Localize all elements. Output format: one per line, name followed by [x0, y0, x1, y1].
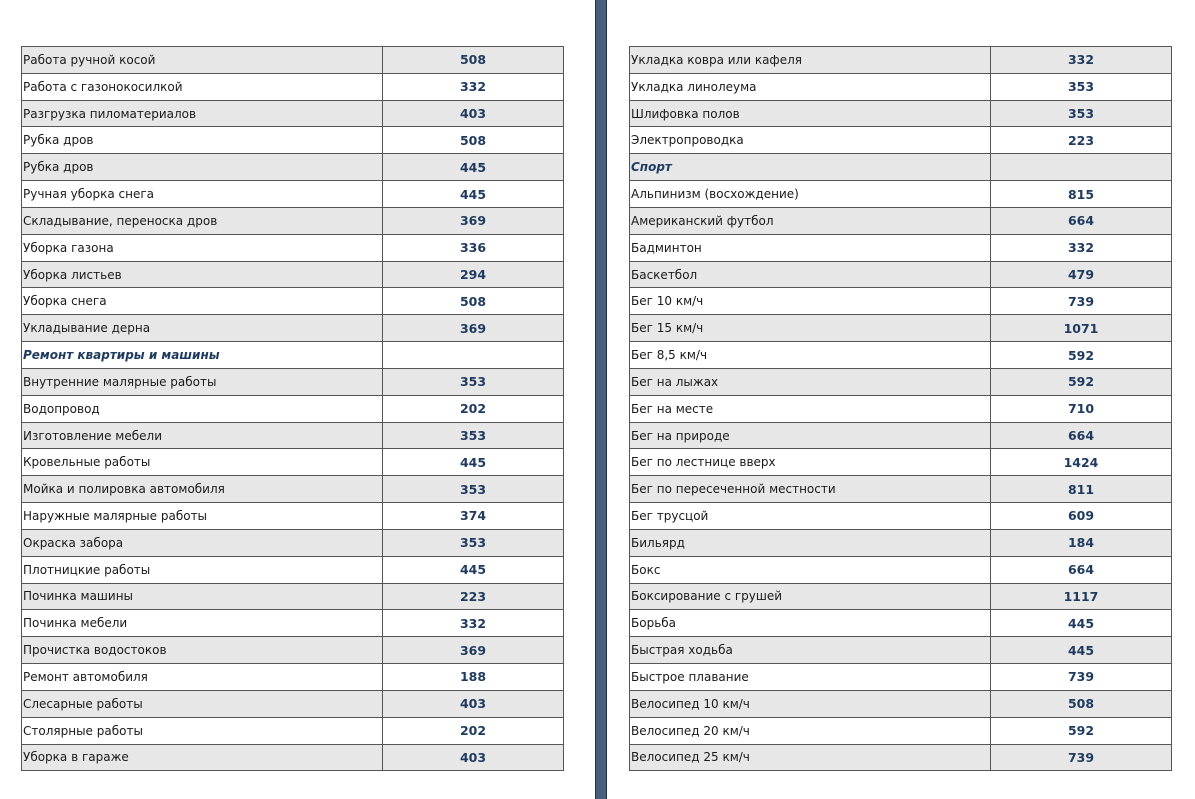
calorie-value: 445	[383, 557, 564, 584]
activity-name: Кровельные работы	[22, 449, 383, 476]
activity-name: Наружные малярные работы	[22, 503, 383, 530]
activity-name: Уборка газона	[22, 235, 383, 262]
calorie-value: 223	[991, 127, 1172, 154]
table-row	[22, 181, 564, 208]
activity-name: Укладка ковра или кафеля	[630, 47, 991, 74]
table-row	[630, 584, 1172, 611]
table-row	[22, 369, 564, 396]
activity-name: Рубка дров	[22, 127, 383, 154]
calorie-value: 1071	[991, 315, 1172, 342]
calorie-value: 353	[991, 74, 1172, 101]
activity-name: Бег на лыжах	[630, 369, 991, 396]
table-row	[630, 396, 1172, 423]
activity-name: Водопровод	[22, 396, 383, 423]
calorie-value	[991, 154, 1172, 181]
activity-name: Уборка снега	[22, 288, 383, 315]
activity-name: Ручная уборка снега	[22, 181, 383, 208]
calorie-value: 202	[383, 718, 564, 745]
activity-name: Бокс	[630, 557, 991, 584]
table-row	[22, 503, 564, 530]
calorie-value: 445	[991, 637, 1172, 664]
calorie-value: 332	[991, 235, 1172, 262]
calorie-value: 739	[991, 288, 1172, 315]
activity-name: Бег 10 км/ч	[630, 288, 991, 315]
table-row	[630, 369, 1172, 396]
activity-name: Боксирование с грушей	[630, 584, 991, 611]
table-row	[630, 181, 1172, 208]
calorie-value: 664	[991, 423, 1172, 450]
calorie-value: 369	[383, 315, 564, 342]
table-row	[630, 342, 1172, 369]
calorie-value: 445	[383, 181, 564, 208]
right-page	[607, 0, 1195, 799]
category-row	[22, 342, 564, 369]
activity-name: Складывание, переноска дров	[22, 208, 383, 235]
activity-name: Бадминтон	[630, 235, 991, 262]
table-row	[22, 74, 564, 101]
activity-name: Быстрое плавание	[630, 664, 991, 691]
calorie-value: 353	[383, 476, 564, 503]
table-row	[630, 423, 1172, 450]
calorie-value: 336	[383, 235, 564, 262]
activity-name: Столярные работы	[22, 718, 383, 745]
table-row	[22, 691, 564, 718]
activity-name: Альпинизм (восхождение)	[630, 181, 991, 208]
activity-name: Работа ручной косой	[22, 47, 383, 74]
activity-name: Американский футбол	[630, 208, 991, 235]
table-row	[22, 208, 564, 235]
table-row	[630, 288, 1172, 315]
activity-name: Бег на природе	[630, 423, 991, 450]
category-row	[630, 154, 1172, 181]
table-row	[22, 47, 564, 74]
table-row	[22, 557, 564, 584]
activity-name: Велосипед 20 км/ч	[630, 718, 991, 745]
table-row	[630, 74, 1172, 101]
calorie-value: 445	[383, 154, 564, 181]
activity-name: Окраска забора	[22, 530, 383, 557]
activity-name: Велосипед 10 км/ч	[630, 691, 991, 718]
table-row	[630, 530, 1172, 557]
calorie-value: 332	[383, 610, 564, 637]
table-row	[22, 584, 564, 611]
table-row	[630, 208, 1172, 235]
activity-name: Уборка листьев	[22, 262, 383, 289]
calorie-value: 811	[991, 476, 1172, 503]
table-row	[22, 262, 564, 289]
table-row	[630, 503, 1172, 530]
calorie-value: 332	[383, 74, 564, 101]
activity-name: Укладывание дерна	[22, 315, 383, 342]
calorie-value: 403	[383, 691, 564, 718]
calorie-value: 188	[383, 664, 564, 691]
activity-name: Электропроводка	[630, 127, 991, 154]
calorie-value: 223	[383, 584, 564, 611]
left-page	[0, 0, 595, 799]
activity-name: Велосипед 25 км/ч	[630, 745, 991, 772]
activity-name: Бег 8,5 км/ч	[630, 342, 991, 369]
calorie-value: 592	[991, 369, 1172, 396]
table-row	[22, 610, 564, 637]
table-row	[22, 745, 564, 772]
calorie-value: 1424	[991, 449, 1172, 476]
table-row	[630, 476, 1172, 503]
activity-name: Баскетбол	[630, 262, 991, 289]
table-row	[630, 691, 1172, 718]
calorie-value: 445	[991, 610, 1172, 637]
calorie-value: 369	[383, 637, 564, 664]
table-row	[22, 530, 564, 557]
calorie-value: 664	[991, 208, 1172, 235]
table-row	[630, 262, 1172, 289]
activity-name: Бег по лестнице вверх	[630, 449, 991, 476]
category-label: Ремонт квартиры и машины	[22, 342, 383, 369]
table-row	[630, 127, 1172, 154]
table-row	[22, 476, 564, 503]
calorie-value: 710	[991, 396, 1172, 423]
activity-name: Укладка линолеума	[630, 74, 991, 101]
activity-name: Мойка и полировка автомобиля	[22, 476, 383, 503]
table-row	[22, 396, 564, 423]
calorie-value: 374	[383, 503, 564, 530]
table-row	[630, 101, 1172, 128]
calorie-value: 508	[383, 288, 564, 315]
calorie-value: 202	[383, 396, 564, 423]
calorie-value: 445	[383, 449, 564, 476]
table-row	[630, 235, 1172, 262]
calorie-value: 369	[383, 208, 564, 235]
table-row	[22, 235, 564, 262]
activity-name: Бильярд	[630, 530, 991, 557]
activity-name: Бег на месте	[630, 396, 991, 423]
activity-name: Бег 15 км/ч	[630, 315, 991, 342]
activity-name: Слесарные работы	[22, 691, 383, 718]
activity-name: Плотницкие работы	[22, 557, 383, 584]
table-row	[22, 449, 564, 476]
category-label: Спорт	[630, 154, 991, 181]
calorie-value: 508	[383, 127, 564, 154]
calorie-value	[383, 342, 564, 369]
activity-name: Разгрузка пиломатериалов	[22, 101, 383, 128]
table-row	[22, 127, 564, 154]
activity-name: Борьба	[630, 610, 991, 637]
table-row	[22, 101, 564, 128]
calorie-value: 592	[991, 718, 1172, 745]
calorie-value: 403	[383, 101, 564, 128]
table-row	[22, 315, 564, 342]
table-row	[630, 745, 1172, 772]
calorie-value: 508	[991, 691, 1172, 718]
left-table	[21, 46, 564, 771]
table-row	[630, 47, 1172, 74]
activity-name: Быстрая ходьба	[630, 637, 991, 664]
calorie-value: 353	[383, 530, 564, 557]
activity-name: Работа с газонокосилкой	[22, 74, 383, 101]
calorie-value: 353	[991, 101, 1172, 128]
calorie-value: 353	[383, 369, 564, 396]
calorie-value: 664	[991, 557, 1172, 584]
calorie-value: 353	[383, 423, 564, 450]
table-row	[630, 315, 1172, 342]
activity-name: Починка машины	[22, 584, 383, 611]
activity-name: Внутренние малярные работы	[22, 369, 383, 396]
table-row	[22, 718, 564, 745]
table-row	[22, 423, 564, 450]
table-row	[630, 557, 1172, 584]
activity-name: Починка мебели	[22, 610, 383, 637]
calorie-value: 479	[991, 262, 1172, 289]
calorie-value: 609	[991, 503, 1172, 530]
table-row	[22, 154, 564, 181]
calorie-value: 739	[991, 745, 1172, 772]
table-row	[630, 610, 1172, 637]
calorie-value: 403	[383, 745, 564, 772]
table-row	[630, 664, 1172, 691]
right-table	[629, 46, 1172, 771]
calorie-value: 739	[991, 664, 1172, 691]
table-row	[22, 664, 564, 691]
table-row	[22, 288, 564, 315]
calorie-value: 815	[991, 181, 1172, 208]
activity-name: Уборка в гараже	[22, 745, 383, 772]
activity-name: Рубка дров	[22, 154, 383, 181]
page-divider	[595, 0, 607, 799]
calorie-value: 508	[383, 47, 564, 74]
calorie-value: 1117	[991, 584, 1172, 611]
calorie-value: 592	[991, 342, 1172, 369]
calorie-value: 294	[383, 262, 564, 289]
activity-name: Шлифовка полов	[630, 101, 991, 128]
activity-name: Бег трусцой	[630, 503, 991, 530]
calorie-value: 184	[991, 530, 1172, 557]
activity-name: Бег по пересеченной местности	[630, 476, 991, 503]
activity-name: Изготовление мебели	[22, 423, 383, 450]
calorie-value: 332	[991, 47, 1172, 74]
table-row	[630, 449, 1172, 476]
activity-name: Прочистка водостоков	[22, 637, 383, 664]
activity-name: Ремонт автомобиля	[22, 664, 383, 691]
table-row	[630, 637, 1172, 664]
table-row	[22, 637, 564, 664]
table-row	[630, 718, 1172, 745]
